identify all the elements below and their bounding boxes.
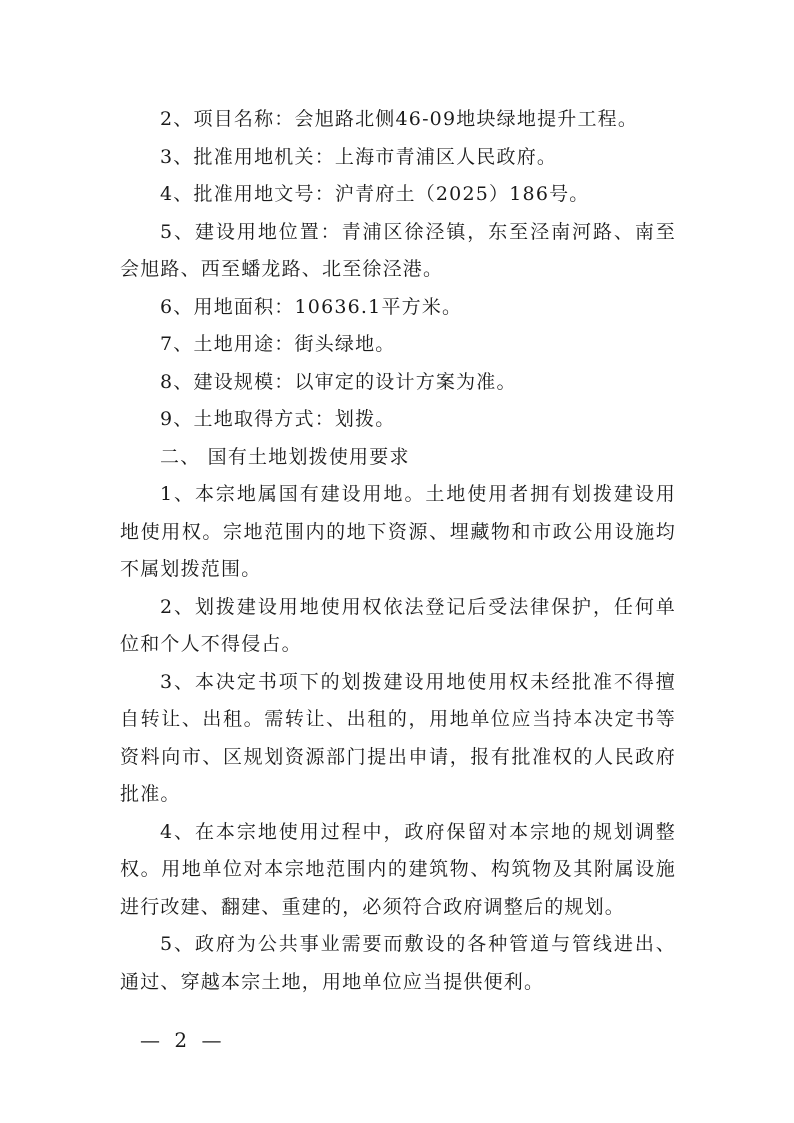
page-number: — 2 — [140,1028,226,1052]
requirement-paragraph: 1、本宗地属国有建设用地。土地使用者拥有划拨建设用地使用权。宗地范围内的地下资源、埋藏物和市政公用设施均不属划拨范围。 [120,483,676,580]
item-construction-scale: 8、建设规模：以审定的设计方案为准。 [160,370,517,393]
item-acquisition-method: 9、土地取得方式：划拨。 [160,408,396,430]
section-heading: 二、 国有土地划拨使用要求 [160,445,410,468]
requirement-paragraph: 3、本决定书项下的划拨建设用地使用权未经批准不得擅自转让、出租。需转让、出租的，用地单位应当持本决定书等资料向市、区规划资源部门提出申请，报有批准权的人民政府批准。 [120,670,676,805]
requirement-paragraph: 4、在本宗地使用过程中，政府保留对本宗地的规划调整权。用地单位对本宗地范围内的建筑物、构筑物及其附属设施进行改建、翻建、重建的，必须符合政府调整后的规划。 [120,820,676,918]
requirement-paragraph: 2、划拨建设用地使用权依法登记后受法律保护，任何单位和个人不得侵占。 [120,595,676,655]
item-land-use: 7、土地用途：街头绿地。 [160,333,396,355]
document-body [120,101,676,1001]
item-land-location: 5、建设用地位置：青浦区徐泾镇，东至泾南河路、南至会旭路、西至蟠龙路、北至徐泾港。 [120,220,676,280]
item-approval-document-number: 4、批准用地文号：沪青府土（2025）186号。 [160,183,590,205]
requirement-paragraph: 5、政府为公共事业需要而敷设的各种管道与管线进出、通过、穿越本宗土地，用地单位应当提供便利。 [120,933,676,993]
item-approving-authority: 3、批准用地机关：上海市青浦区人民政府。 [160,145,558,168]
item-project-name: 2、项目名称：会旭路北侧46-09地块绿地提升工程。 [160,108,639,130]
item-land-area: 6、用地面积：10636.1平方米。 [160,295,463,318]
